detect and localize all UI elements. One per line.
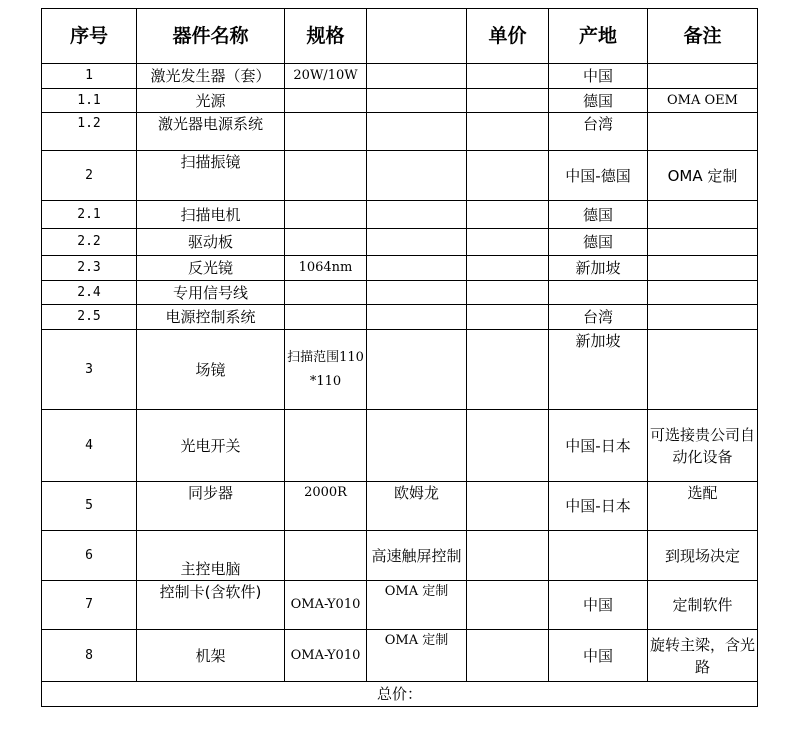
row-origin: 德国 [549,201,648,229]
row-index: 1.2 [42,113,137,151]
header-spec: 规格 [285,9,367,64]
row-index: 7 [42,581,137,630]
row-remarks: 到现场决定 [648,531,758,581]
table-row [42,256,758,281]
row-spec: 20W/10W [285,64,367,89]
row-spec [285,151,367,201]
quotation-table-container [41,8,758,707]
row-extra [367,229,467,256]
row-remarks: 定制软件 [648,581,758,630]
row-price [467,531,549,581]
row-price [467,630,549,682]
quotation-table [41,8,758,707]
row-remarks: 可选接贵公司自动化设备 [648,410,758,482]
row-extra: 欧姆龙 [367,482,467,531]
row-extra [367,201,467,229]
row-spec: 扫描范围110*110 [285,330,367,410]
row-price [467,281,549,305]
row-extra: 高速触屏控制 [367,531,467,581]
row-spec [285,305,367,330]
row-spec [285,531,367,581]
row-component: 反光镜 [137,256,285,281]
row-origin [549,281,648,305]
table-row [42,581,758,630]
table-row [42,531,758,581]
row-remarks [648,281,758,305]
row-spec: 1064nm [285,256,367,281]
table-row [42,482,758,531]
row-spec: OMA-Y010 [285,581,367,630]
row-spec [285,281,367,305]
row-index: 2.1 [42,201,137,229]
row-component: 驱动板 [137,229,285,256]
row-spec: OMA-Y010 [285,630,367,682]
row-spec [285,229,367,256]
row-index: 1 [42,64,137,89]
row-extra [367,410,467,482]
total-row [42,682,758,707]
row-origin: 中国 [549,581,648,630]
row-extra [367,151,467,201]
row-component: 扫描振镜 [137,151,285,201]
row-component: 同步器 [137,482,285,531]
row-extra [367,305,467,330]
row-component: 专用信号线 [137,281,285,305]
table-row [42,281,758,305]
row-origin [549,531,648,581]
row-price [467,410,549,482]
row-remarks [648,201,758,229]
row-price [467,113,549,151]
row-remarks: OMA 定制 [648,151,758,201]
row-origin: 台湾 [549,305,648,330]
row-remarks: 旋转主梁，含光路 [648,630,758,682]
row-extra: OMA 定制 [367,630,467,682]
table-row [42,201,758,229]
row-origin: 中国-日本 [549,482,648,531]
row-component: 光源 [137,89,285,113]
header-index: 序号 [42,9,137,64]
row-extra [367,281,467,305]
table-row [42,151,758,201]
row-origin: 新加坡 [549,330,648,410]
row-origin: 中国 [549,630,648,682]
table-row [42,330,758,410]
table-row [42,89,758,113]
row-spec [285,201,367,229]
row-price [467,89,549,113]
row-price [467,330,549,410]
row-index: 2 [42,151,137,201]
row-origin: 德国 [549,229,648,256]
row-origin: 新加坡 [549,256,648,281]
table-row [42,305,758,330]
row-index: 2.3 [42,256,137,281]
row-price [467,482,549,531]
row-component: 控制卡(含软件) [137,581,285,630]
row-extra [367,113,467,151]
row-component: 电源控制系统 [137,305,285,330]
row-extra: OMA 定制 [367,581,467,630]
row-origin: 中国-日本 [549,410,648,482]
header-origin: 产地 [549,9,648,64]
row-price [467,201,549,229]
table-row [42,410,758,482]
row-extra [367,64,467,89]
row-component: 光电开关 [137,410,285,482]
row-component: 扫描电机 [137,201,285,229]
row-spec [285,89,367,113]
header-remarks: 备注 [648,9,758,64]
row-extra [367,330,467,410]
row-spec [285,410,367,482]
row-remarks [648,64,758,89]
row-remarks [648,113,758,151]
row-price [467,64,549,89]
row-component: 激光器电源系统 [137,113,285,151]
row-price [467,229,549,256]
row-remarks [648,330,758,410]
row-spec: 2000R [285,482,367,531]
row-origin: 中国-德国 [549,151,648,201]
row-origin: 德国 [549,89,648,113]
row-component: 激光发生器（套） [137,64,285,89]
row-remarks [648,229,758,256]
header-unit-price: 单价 [467,9,549,64]
row-index: 3 [42,330,137,410]
row-price [467,581,549,630]
row-index: 2.5 [42,305,137,330]
row-origin: 台湾 [549,113,648,151]
table-row [42,229,758,256]
row-price [467,256,549,281]
header-row [42,9,758,64]
header-blank [367,9,467,64]
row-origin: 中国 [549,64,648,89]
table-row [42,64,758,89]
row-spec [285,113,367,151]
row-index: 4 [42,410,137,482]
row-price [467,151,549,201]
row-index: 6 [42,531,137,581]
table-row [42,630,758,682]
row-remarks [648,305,758,330]
row-extra [367,256,467,281]
row-extra [367,89,467,113]
row-component: 主控电脑 [137,531,285,581]
row-remarks: OMA OEM [648,89,758,113]
row-index: 5 [42,482,137,531]
row-index: 8 [42,630,137,682]
total-price-label: 总价： [42,682,758,707]
row-index: 1.1 [42,89,137,113]
table-row [42,113,758,151]
row-index: 2.4 [42,281,137,305]
row-component: 场镜 [137,330,285,410]
row-index: 2.2 [42,229,137,256]
row-price [467,305,549,330]
row-remarks: 选配 [648,482,758,531]
row-remarks [648,256,758,281]
header-component-name: 器件名称 [137,9,285,64]
row-component: 机架 [137,630,285,682]
